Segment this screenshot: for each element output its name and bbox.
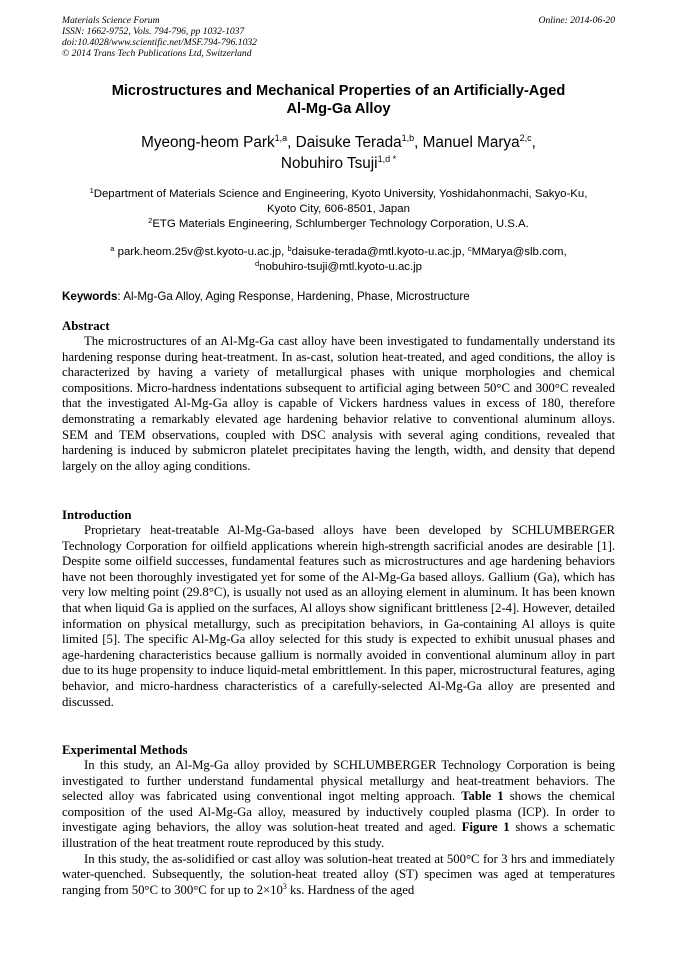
paper-title <box>62 82 615 118</box>
experimental-paragraph-1 <box>62 758 615 852</box>
experimental-text: In this study, an Al-Mg-Ga alloy provided by SCHLUMBERGER Technology Corporation is being investigated to further understand fundamental physical metallurgy and heat-treatment behaviors. The selected alloy was fabricated using conventional ingot melting approach. <box>62 758 615 804</box>
author-separator: , <box>287 134 296 151</box>
keywords-text: : Al-Mg-Ga Alloy, Aging Response, Hardening, Phase, Microstructure <box>117 290 470 303</box>
author-line-1 <box>62 132 615 153</box>
exponent: 3 <box>282 881 287 891</box>
journal-name: Materials Science Forum <box>62 15 160 26</box>
author-name: Daisuke Terada <box>295 134 402 151</box>
affiliation-1-line-1 <box>62 187 615 202</box>
affiliation-text: Department of Materials Science and Engineering, Kyoto University, Yoshidahonmachi, Sakyo-Ku, <box>93 188 588 200</box>
running-header <box>62 15 257 59</box>
email-line-1 <box>62 245 615 260</box>
keywords-line <box>62 289 615 304</box>
email-address: MMarya@slb.com, <box>471 246 567 258</box>
email-mark: b <box>287 244 292 253</box>
experimental-text: shows the chemical composition of the used Al-Mg-Ga alloy, measured by inductively coupled plasma (ICP). In order to investigate aging behaviors, the alloy was solution-heat treated and aged. <box>62 789 616 835</box>
copyright-line: © 2014 Trans Tech Publications Ltd, Switzerland <box>62 48 252 59</box>
email-mark: c <box>467 244 472 253</box>
experimental-text: shows a schematic illustration of the heat treatment route reproduced by this study. <box>62 820 615 850</box>
online-date <box>539 15 615 26</box>
introduction-heading: Introduction <box>62 508 132 522</box>
affiliation-mark: 2 <box>148 216 153 225</box>
experimental-text: In this study, the as-solidified or cast alloy was solution-heat treated at 500°C for 3 hrs and immediately water-quenched. Subsequently, the solution-heat treated alloy (ST) specimen was aged at temperatures ranging from 50°C to 300°C for up to 2×10 <box>62 851 615 897</box>
experimental-text: ks. Hardness of the aged <box>286 882 415 897</box>
abstract-section <box>62 319 615 474</box>
author-affil-mark: 2,c <box>519 133 532 143</box>
experimental-section <box>62 743 615 898</box>
author-name: Manuel Marya <box>422 134 520 151</box>
affiliation-1 <box>62 187 615 217</box>
affiliation-1-line-2: Kyoto City, 606-8501, Japan <box>267 203 410 215</box>
keywords-label: Keywords <box>62 290 118 303</box>
table-ref: Table 1 <box>461 789 504 804</box>
author-line-2 <box>62 153 615 174</box>
author-affil-mark: 1,d * <box>377 154 397 164</box>
email-line-2 <box>62 260 615 275</box>
affiliation-text: ETG Materials Engineering, Schlumberger Technology Corporation, U.S.A. <box>152 218 529 230</box>
introduction-text: Proprietary heat-treatable Al-Mg-Ga-based alloys have been developed by SCHLUMBERGER Technology Corporation for oilfield applications wherein high-strength sacrificial anodes are desirable [1]. Despite some oilfield successes, fundamental features such as microstructures and age hardening behaviors have not been thoroughly investigated yet for some of the Al-Mg-Ga based alloys. Gallium (Ga), which has very low melting point (29.8°C), is usually not used as an alloying element in aluminum. It has been known that when liquid Ga is applied on the surfaces, Al alloys show significant brittleness [2-4]. However, detailed information on physical metallurgy, such as precipitation behaviors, in Ga-containing Al alloys is quite limited [5]. The specific Al-Mg-Ga alloy selected for this study is expected to exhibit unusual phases and age-hardening characteristics because gallium is normally avoided in conventional aluminum alloy in part due to its huge propensity to induce liquid-metal embrittlement. In this paper, microstructural features, aging behavior, and micro-hardness characteristics of a carefully-selected Al-Mg-Ga alloy are presented and discussed. <box>62 523 615 709</box>
online-date-text: Online: 2014-06-20 <box>538 15 615 26</box>
abstract-text: The microstructures of an Al-Mg-Ga cast alloy have been investigated to fundamentally understand its hardening response during heat-treatment. In as-cast, solution heat-treated, and aged conditions, the alloy is characterized by having a variety of metallurgical phases with unique morphologies and chemical compositions. Micro-hardness indentations subsequent to artificial aging between 50°C and 300°C revealed that the investigated Al-Mg-Ga alloy is capable of Vickers hardness values in excess of 180, therefore demonstrating a remarkably elevated age hardening behavior relative to conventional aluminum alloys. SEM and TEM observations, coupled with DSC analysis with several aging conditions, revealed that hardening is induced by submicron platelet precipitates having the length, width, and density that depend largely on the alloy aging conditions. <box>62 334 615 473</box>
affiliation-2 <box>62 217 615 232</box>
author-name: Nobuhiro Tsuji <box>280 155 378 172</box>
abstract-heading: Abstract <box>62 319 110 333</box>
email-mark: a <box>110 244 115 253</box>
figure-ref: Figure 1 <box>461 820 510 835</box>
author-name: Myeong-heom Park <box>141 134 275 151</box>
author-affil-mark: 1,a <box>274 133 288 143</box>
email-address: daisuke-terada@mtl.kyoto-u.ac.jp, <box>291 246 468 258</box>
email-address: park.heom.25v@st.kyoto-u.ac.jp, <box>114 246 288 258</box>
issn-line: ISSN: 1662-9752, Vols. 794-796, pp 1032-1037 <box>62 26 245 37</box>
email-list <box>62 245 615 275</box>
author-separator: , <box>531 134 536 151</box>
experimental-heading: Experimental Methods <box>62 743 188 757</box>
author-separator: , <box>414 134 423 151</box>
affiliation-mark: 1 <box>89 186 94 195</box>
experimental-paragraph-2 <box>62 852 615 899</box>
title-line-1: Microstructures and Mechanical Properties of an Artificially-Aged <box>111 83 566 99</box>
doi-line: doi:10.4028/www.scientific.net/MSF.794-796.1032 <box>62 37 257 48</box>
title-line-2: Al-Mg-Ga Alloy <box>286 101 391 117</box>
email-mark: d <box>254 259 260 268</box>
author-affil-mark: 1,b <box>401 133 415 143</box>
email-address: nobuhiro-tsuji@mtl.kyoto-u.ac.jp <box>259 261 423 273</box>
author-list <box>62 132 615 174</box>
introduction-section <box>62 508 615 710</box>
